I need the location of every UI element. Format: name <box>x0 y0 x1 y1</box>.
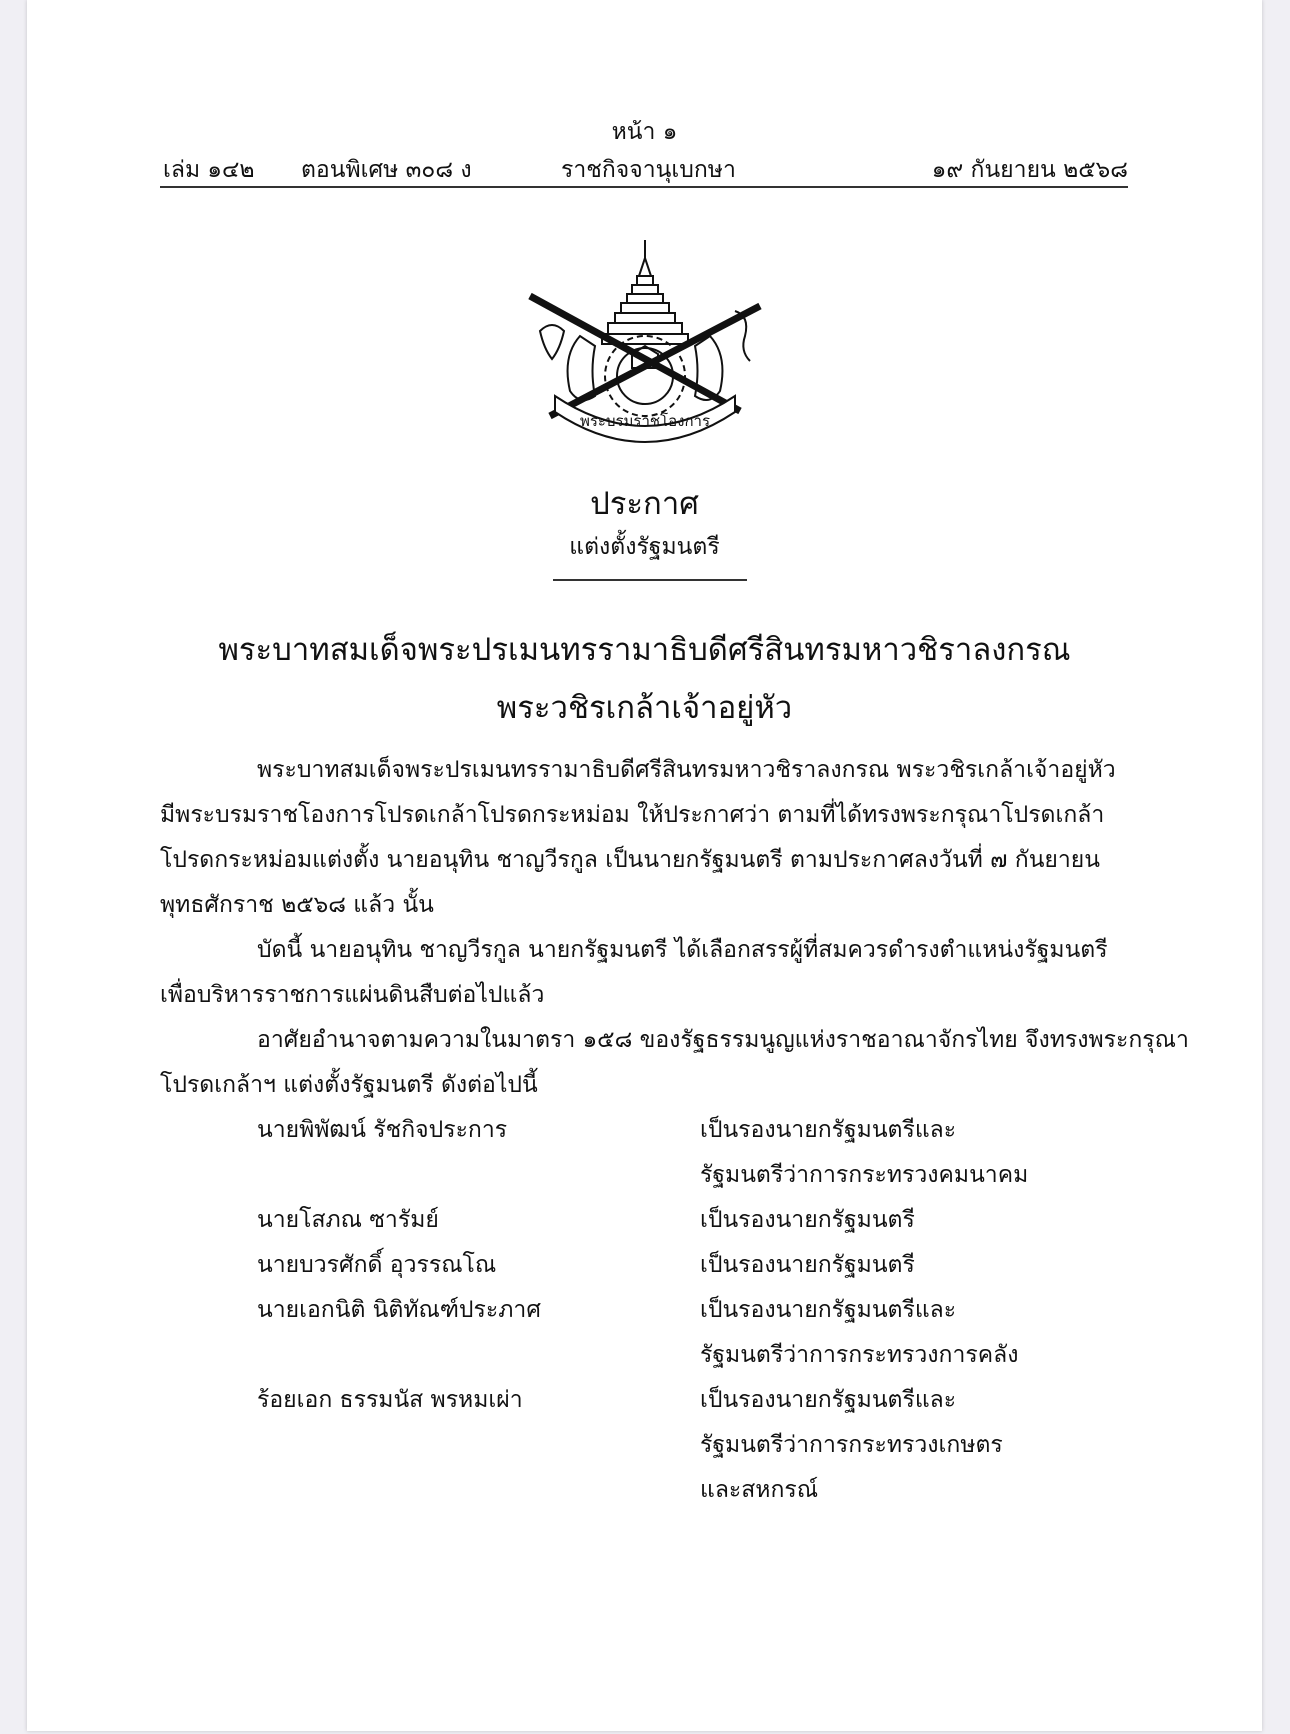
appointee-name: นายโสภณ ซารัมย์ <box>257 1207 439 1233</box>
emblem-banner-text: พระบรมราชโองการ <box>579 412 711 430</box>
section-number: ตอนพิเศษ ๓๐๘ ง <box>301 157 472 183</box>
volume-number: เล่ม ๑๔๒ <box>163 157 255 183</box>
document-page <box>27 0 1262 1731</box>
title-rule <box>553 579 747 581</box>
announcement-title: ประกาศ <box>590 486 699 522</box>
appointee-position: รัฐมนตรีว่าการกระทรวงการคลัง <box>700 1342 1019 1368</box>
appointee-name: นายพิพัฒน์ รัชกิจประการ <box>257 1117 508 1143</box>
appointee-position: รัฐมนตรีว่าการกระทรวงเกษตร <box>700 1432 1003 1458</box>
publication-name: ราชกิจจานุเบกษา <box>561 157 736 183</box>
appointee-name: ร้อยเอก ธรรมนัส พรหมเผ่า <box>257 1387 523 1413</box>
appointee-position: เป็นรองนายกรัฐมนตรีและ <box>700 1387 957 1413</box>
royal-emblem-icon <box>520 236 770 446</box>
appointee-position: เป็นรองนายกรัฐมนตรี <box>700 1252 915 1278</box>
paragraph-1-line-2: มีพระบรมราชโองการโปรดเกล้าโปรดกระหม่อม ให้ประกาศว่า ตามที่ได้ทรงพระกรุณาโปรดเกล้า <box>160 802 1105 828</box>
heading-line-1: พระบาทสมเด็จพระปรเมนทรรามาธิบดีศรีสินทรมหาวชิราลงกรณ <box>218 632 1071 668</box>
paragraph-3-line-1: อาศัยอำนาจตามความในมาตรา ๑๕๘ ของรัฐธรรมนูญแห่งราชอาณาจักรไทย จึงทรงพระกรุณา <box>257 1027 1189 1053</box>
appointee-name: นายบวรศักดิ์ อุวรรณโณ <box>257 1252 497 1278</box>
paragraph-1-line-4: พุทธศักราช ๒๕๖๘ แล้ว นั้น <box>160 892 434 918</box>
page-number: หน้า ๑ <box>611 119 678 145</box>
appointee-position: เป็นรองนายกรัฐมนตรี <box>700 1207 915 1233</box>
heading-line-2: พระวชิรเกล้าเจ้าอยู่หัว <box>496 690 793 726</box>
appointee-position: เป็นรองนายกรัฐมนตรีและ <box>700 1117 957 1143</box>
paragraph-1-line-3: โปรดกระหม่อมแต่งตั้ง นายอนุทิน ชาญวีรกูล เป็นนายกรัฐมนตรี ตามประกาศลงวันที่ ๗ กันยายน <box>160 847 1101 873</box>
appointee-position: และสหกรณ์ <box>700 1477 819 1503</box>
header-rule <box>160 186 1128 188</box>
appointee-position: รัฐมนตรีว่าการกระทรวงคมนาคม <box>700 1162 1029 1188</box>
appointee-position: เป็นรองนายกรัฐมนตรีและ <box>700 1297 957 1323</box>
paragraph-1-line-1: พระบาทสมเด็จพระปรเมนทรรามาธิบดีศรีสินทรมหาวชิราลงกรณ พระวชิรเกล้าเจ้าอยู่หัว <box>257 757 1116 783</box>
publication-date: ๑๙ กันยายน ๒๕๖๘ <box>931 157 1128 183</box>
appointee-name: นายเอกนิติ นิติทัณฑ์ประภาศ <box>257 1297 541 1323</box>
paragraph-2-line-1: บัดนี้ นายอนุทิน ชาญวีรกูล นายกรัฐมนตรี ได้เลือกสรรผู้ที่สมควรดำรงตำแหน่งรัฐมนตรี <box>257 937 1108 963</box>
announcement-subtitle: แต่งตั้งรัฐมนตรี <box>569 534 720 560</box>
paragraph-2-line-2: เพื่อบริหารราชการแผ่นดินสืบต่อไปแล้ว <box>160 982 545 1008</box>
paragraph-3-line-2: โปรดเกล้าฯ แต่งตั้งรัฐมนตรี ดังต่อไปนี้ <box>160 1072 538 1098</box>
